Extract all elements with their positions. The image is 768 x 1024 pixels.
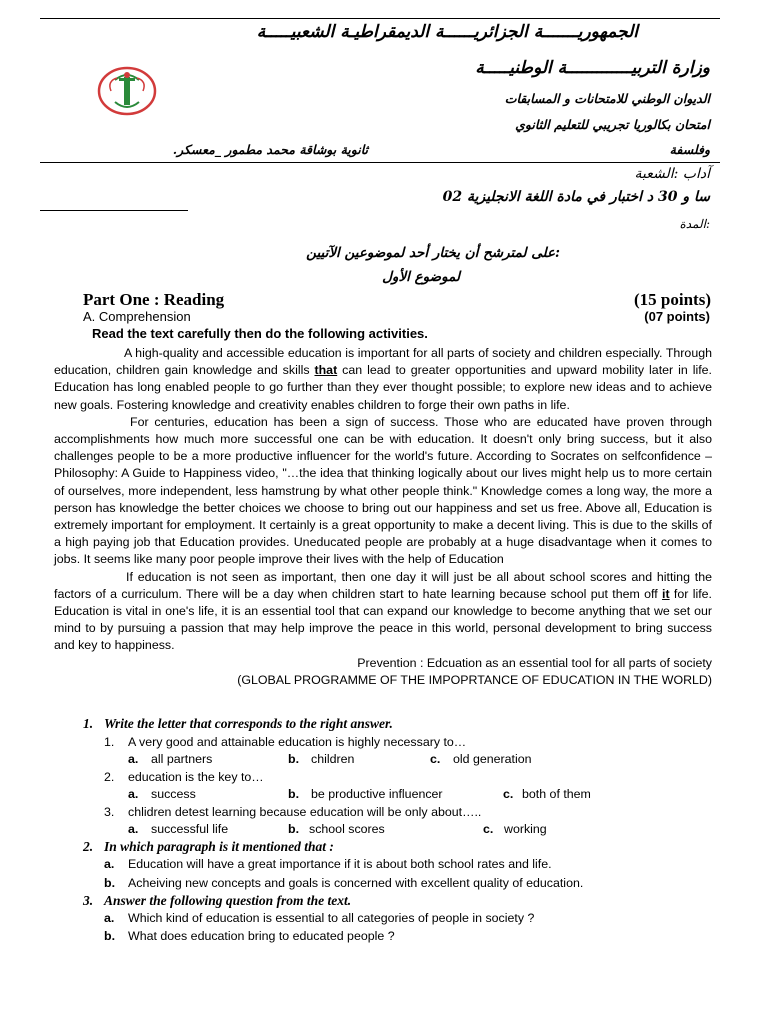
q2-statement-a: Education will have a great importance if it is about both school rates and life. (128, 857, 552, 871)
q1-item-1-option-b: children (311, 752, 355, 766)
q1-item-1-option-c: old generation (453, 752, 532, 766)
q3-text: Answer the following question from the text. (104, 893, 352, 908)
label-c: c. (483, 822, 494, 836)
p2-text: For centuries, education has been a sign of success. Those who are educated have proven through accomplishments how much more successful one can be with education. It doesn't only bring success, but it also challenges people to be a more productive influencer for the world's future. According to Socrates on selfconfidence – Philosophy: A Guide to Happiness video, "…the idea that thinking logically about our lives might help us to more certain of ourselves, more independent, less hamstrung by what other people think." Knowledge comes a long way, the more a person has knowledge the better choices we choose to bring out our happiness and set us free. Above all, Education is extremely important for employment. It certainly is a great opportunity to make a decent living. This is due to the skills of a high paying job that Education provides. Uneducated people are probably at a huge disadvantage when it comes to jobs. It seems like many poor people improve their lives with the help of Education (54, 414, 712, 567)
philosophy-label: وفلسفة (669, 142, 710, 157)
p1-text-a: A high-quality and accessible education is important for all parts of society and children especially. Through education, children gain knowledge and skills (54, 346, 712, 378)
q3-question-a: Which kind of education is essential to all categories of people in society ? (128, 911, 535, 925)
label-c: c. (503, 787, 514, 801)
label-c: c. (430, 752, 441, 766)
q2-text: In which paragraph is it mentioned that : (104, 839, 334, 854)
q1-item-1-option-a: all partners (151, 752, 213, 766)
q3-question-b: What does education bring to educated people ? (128, 929, 395, 943)
school-name: ثانوية بوشاقة محمد مطمور _معسكر. (172, 142, 368, 157)
exam-logo-icon (97, 66, 157, 116)
label-a: a. (128, 822, 139, 836)
reading-instructions: Read the text carefully then do the following activities. (92, 326, 428, 341)
top-rule (40, 18, 720, 19)
label-b: b. (104, 929, 116, 943)
test-subject-line: سا و 30 د اختبار في مادة اللغة الانجليزية 02 (442, 189, 710, 205)
reference-word-that: that (314, 363, 338, 378)
ministry-title: وزارة التربيـــــــــــــة الوطنيـــــة (475, 58, 710, 78)
q1-number: 1. (83, 716, 94, 731)
q1-item-3-num: 3. (104, 805, 115, 819)
label-b: b. (288, 752, 300, 766)
comprehension-points: (07 points) (644, 309, 710, 324)
comprehension-heading: A. Comprehension (83, 309, 191, 324)
q1-item-2-option-b: be productive influencer (311, 787, 443, 801)
q3-number: 3. (83, 893, 94, 908)
part-one-title: Part One : Reading (83, 290, 225, 309)
label-a: a. (128, 787, 139, 801)
p3-text-b: for life. Education is vital in one's life, it is an essential tool that can expand our knowledge to become anything that we set our mind to by pursuing a passion that may help improve the peace in this world, personal development to bring success and key to happiness. (54, 586, 712, 653)
label-a: a. (104, 857, 115, 871)
paragraph-3 (54, 569, 712, 655)
source-line-2: (GLOBAL PROGRAMME OF THE IMPOPRTANCE OF EDUCATION IN THE WORLD) (237, 672, 712, 687)
q1-item-1-num: 1. (104, 735, 115, 749)
label-b: b. (288, 822, 300, 836)
q1-item-2-num: 2. (104, 770, 115, 784)
label-a: a. (104, 911, 115, 925)
q1-item-2-stem: education is the key to… (128, 770, 264, 784)
paragraph-1 (54, 345, 712, 414)
office-title: الديوان الوطني للامتحانات و المسابقات (504, 91, 710, 106)
p3-text-a: If education is not seen as important, then one day it will just be all about school scores and hitting the factors of a curriculum. There will be a day when children start to hate learning because school put them off (54, 569, 712, 601)
header-rule (40, 162, 720, 163)
label-b: b. (104, 876, 116, 890)
source-line-1: Prevention : Edcuation as an essential tool for all parts of society (357, 655, 712, 670)
q1-item-2-option-c: both of them (522, 787, 591, 801)
q2-number: 2. (83, 839, 94, 854)
q2-statement-b: Acheiving new concepts and goals is concerned with excellent quality of education. (128, 876, 584, 890)
exam-title: امتحان بكالوريا تجريبي للتعليم الثانوي (515, 117, 710, 132)
label-a: a. (128, 752, 139, 766)
q1-text: Write the letter that corresponds to the right answer. (104, 716, 393, 731)
p1-text-b: can lead to greater opportunities and upward mobility later in life. Education has long enabled people to go further than they ever thought possible; to explore new ideas and to achieve new goals. Fostering knowledge and creativity enables children to forge their own paths in life. (54, 363, 712, 412)
reference-word-it: it (662, 586, 670, 601)
branch-label: آداب :الشعبة (634, 166, 710, 182)
label-b: b. (288, 787, 300, 801)
republic-title: الجمهوريـــــــة الجزائريــــــة الديمقراطيـة الشعبيـــــة (256, 22, 638, 42)
q1-item-3-option-b: school scores (309, 822, 385, 836)
first-subject-label: لموضوع الأول (382, 269, 460, 285)
duration-label: :المدة (679, 217, 710, 231)
name-blank-line (40, 210, 188, 211)
paragraph-2 (54, 414, 712, 569)
q1-item-2-option-a: success (151, 787, 196, 801)
part-one-points: (15 points) (634, 290, 711, 309)
q1-item-3-stem: chlidren detest learning because education will be only about….. (128, 805, 482, 819)
candidate-instruction: :على لمترشح أن يختار أحد لموضوعين الآتيين (306, 245, 560, 261)
q1-item-3-option-a: successful life (151, 822, 229, 836)
reading-passage (54, 345, 712, 689)
q1-item-3-option-c: working (504, 822, 547, 836)
q1-item-1-stem: A very good and attainable education is highly necessary to… (128, 735, 467, 749)
